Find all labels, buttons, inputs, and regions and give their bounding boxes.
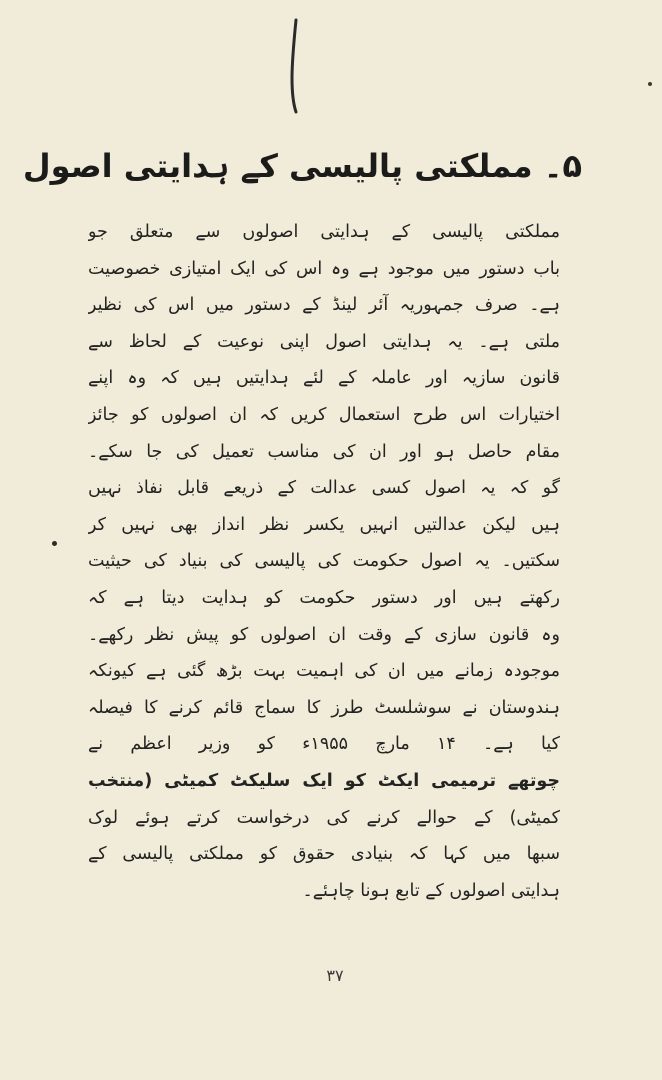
text-line: قانون سازیہ اور عاملہ کے لئے ہدایتیں ہیں کہ وہ اپنے	[88, 368, 560, 389]
text-line: مملکتی پالیسی کے ہدایتی اصولوں سے متعلق جو	[88, 222, 560, 242]
section-title: ۵۔ مملکتی پالیسی کے ہدایتی اصول	[22, 147, 582, 185]
page-number: ۳۷	[326, 966, 344, 985]
body-paragraph	[88, 214, 560, 909]
text-line: سکتیں۔ یہ اصول حکومت کی پالیسی کی بنیاد کی حیثیت	[88, 551, 560, 572]
text-line: چوتھے ترمیمی ایکٹ کو ایک سلیکٹ کمیٹی (منتخب	[88, 770, 560, 791]
text-line: ہندوستان نے سوشلسٹ طرز کا سماج قائم کرنے کا فیصلہ	[88, 697, 560, 718]
text-line: باب دستور میں موجود ہے وہ اس کی ایک امتیازی خصوصیت	[88, 258, 560, 279]
text-line: اختیارات اس طرح استعمال کریں کہ ان اصولوں کو جائز	[88, 404, 560, 425]
margin-mark	[52, 541, 57, 546]
text-line: گو کہ یہ اصول کسی عدالت کے ذریعے قابل نفاذ نہیں	[88, 478, 560, 499]
text-line: وہ قانون سازی کے وقت ان اصولوں کو پیش نظر رکھے۔	[88, 624, 560, 645]
page-tab-mark	[286, 18, 304, 114]
paper-speck	[648, 82, 652, 86]
text-line: کمیٹی) کے حوالے کرنے کی درخواست کرتے ہوئے لوک	[88, 807, 560, 828]
text-line: ملتی ہے۔ یہ ہدایتی اصول اپنی نوعیت کے لحاظ سے	[88, 331, 560, 352]
text-line: ہدایتی اصولوں کے تابع ہونا چاہئے۔	[302, 880, 560, 901]
text-line: کیا ہے۔ ۱۴ مارچ ۱۹۵۵ء کو وزیر اعظم نے	[88, 734, 560, 755]
text-line: مقام حاصل ہو اور ان کی مناسب تعمیل کی جا سکے۔	[88, 441, 560, 462]
text-line: ہے۔ صرف جمہوریہ آئر لینڈ کے دستور میں اس کی نظیر	[88, 295, 560, 316]
text-line: رکھتے ہیں اور دستور حکومت کو ہدایت دیتا ہے کہ	[88, 587, 560, 608]
text-line: موجودہ زمانے میں ان کی اہمیت بہت بڑھ گئی ہے کیونکہ	[88, 661, 560, 682]
text-line: ہیں لیکن عدالتیں انہیں یکسر نظر انداز بھی نہیں کر	[88, 514, 560, 535]
text-line: سبھا میں کہا کہ بنیادی حقوق کو مملکتی پالیسی کے	[88, 844, 560, 865]
